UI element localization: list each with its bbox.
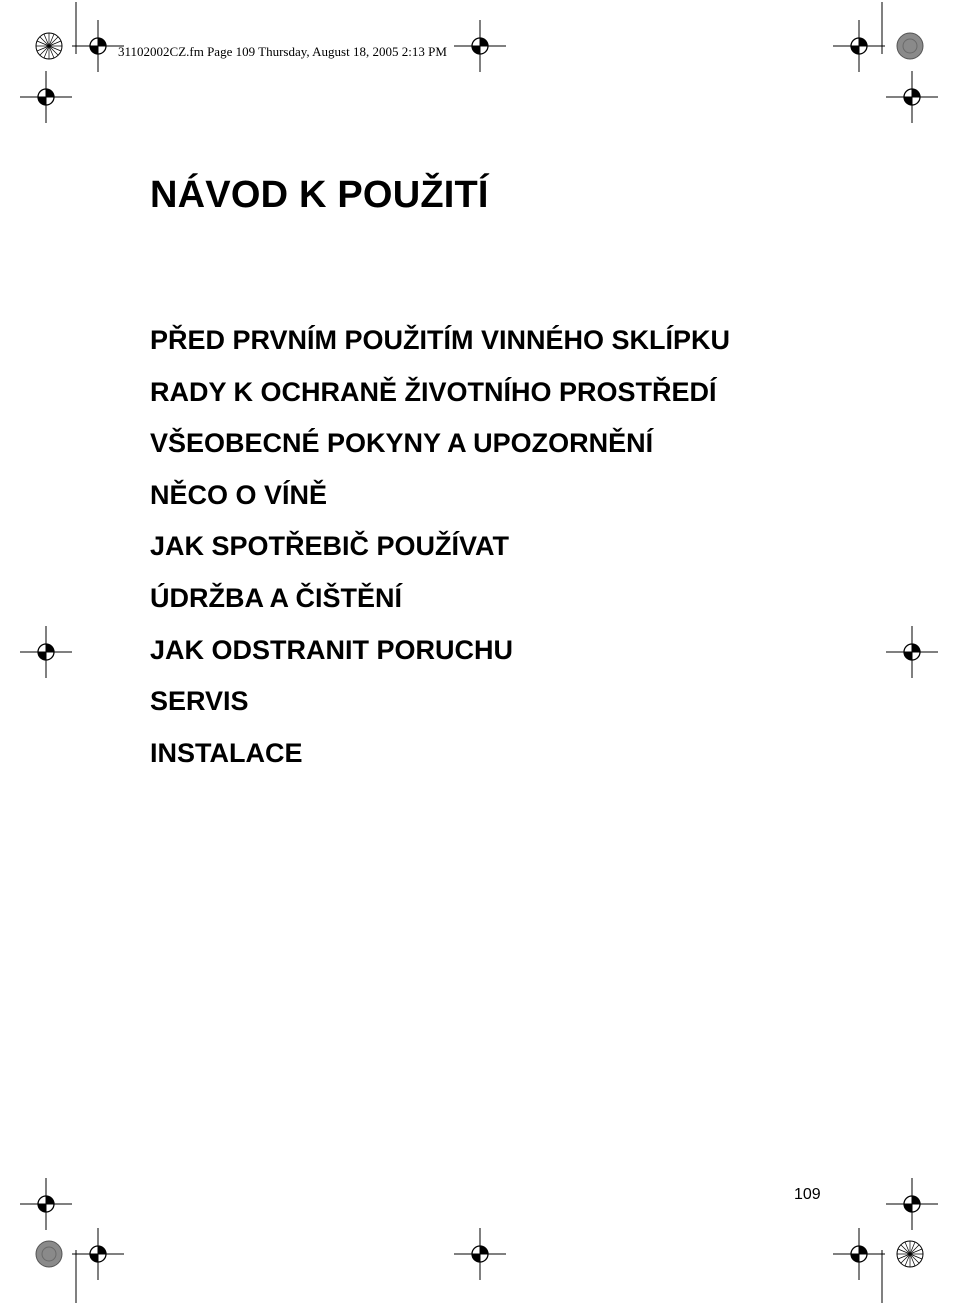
crosshair-icon (886, 71, 938, 123)
gray-target-icon (36, 1241, 62, 1267)
section-heading: NĚCO O VÍNĚ (150, 479, 328, 510)
crosshair-icon (20, 626, 72, 678)
page-number: 109 (794, 1186, 821, 1203)
section-heading: ÚDRŽBA A ČIŠTĚNÍ (150, 582, 402, 613)
crosshair-icon (454, 20, 506, 72)
section-heading: JAK SPOTŘEBIČ POUŽÍVAT (150, 531, 510, 562)
header-date: Thursday, August 18, 2005 (258, 44, 399, 59)
header-page-label: Page 109 (207, 44, 256, 59)
section-heading: SERVIS (150, 686, 249, 717)
page-title: NÁVOD K POUŽITÍ (150, 174, 489, 216)
section-heading: RADY K OCHRANĚ ŽIVOTNÍHO PROSTŘEDÍ (150, 376, 717, 407)
sunburst-icon (36, 33, 62, 59)
header-filename: 31102002CZ.fm (118, 44, 204, 59)
crosshair-icon (886, 626, 938, 678)
section-list (150, 315, 730, 779)
gray-target-icon (897, 33, 923, 59)
sunburst-icon (897, 1241, 923, 1267)
crosshair-icon (454, 1228, 506, 1280)
crosshair-icon (20, 71, 72, 123)
crosshair-icon (20, 1178, 72, 1230)
crosshair-icon (886, 1178, 938, 1230)
crosshair-icon (72, 1228, 124, 1280)
crosshair-icon (833, 1228, 885, 1280)
crosshair-icon (833, 20, 885, 72)
section-heading: VŠEOBECNÉ POKYNY A UPOZORNĚNÍ (150, 428, 654, 459)
section-heading: PŘED PRVNÍM POUŽITÍM VINNÉHO SKLÍPKU (150, 325, 731, 355)
header-time: 2:13 PM (401, 44, 447, 59)
section-heading: INSTALACE (150, 737, 303, 768)
section-heading: JAK ODSTRANIT PORUCHU (150, 634, 514, 665)
crosshair-icon (72, 20, 124, 72)
